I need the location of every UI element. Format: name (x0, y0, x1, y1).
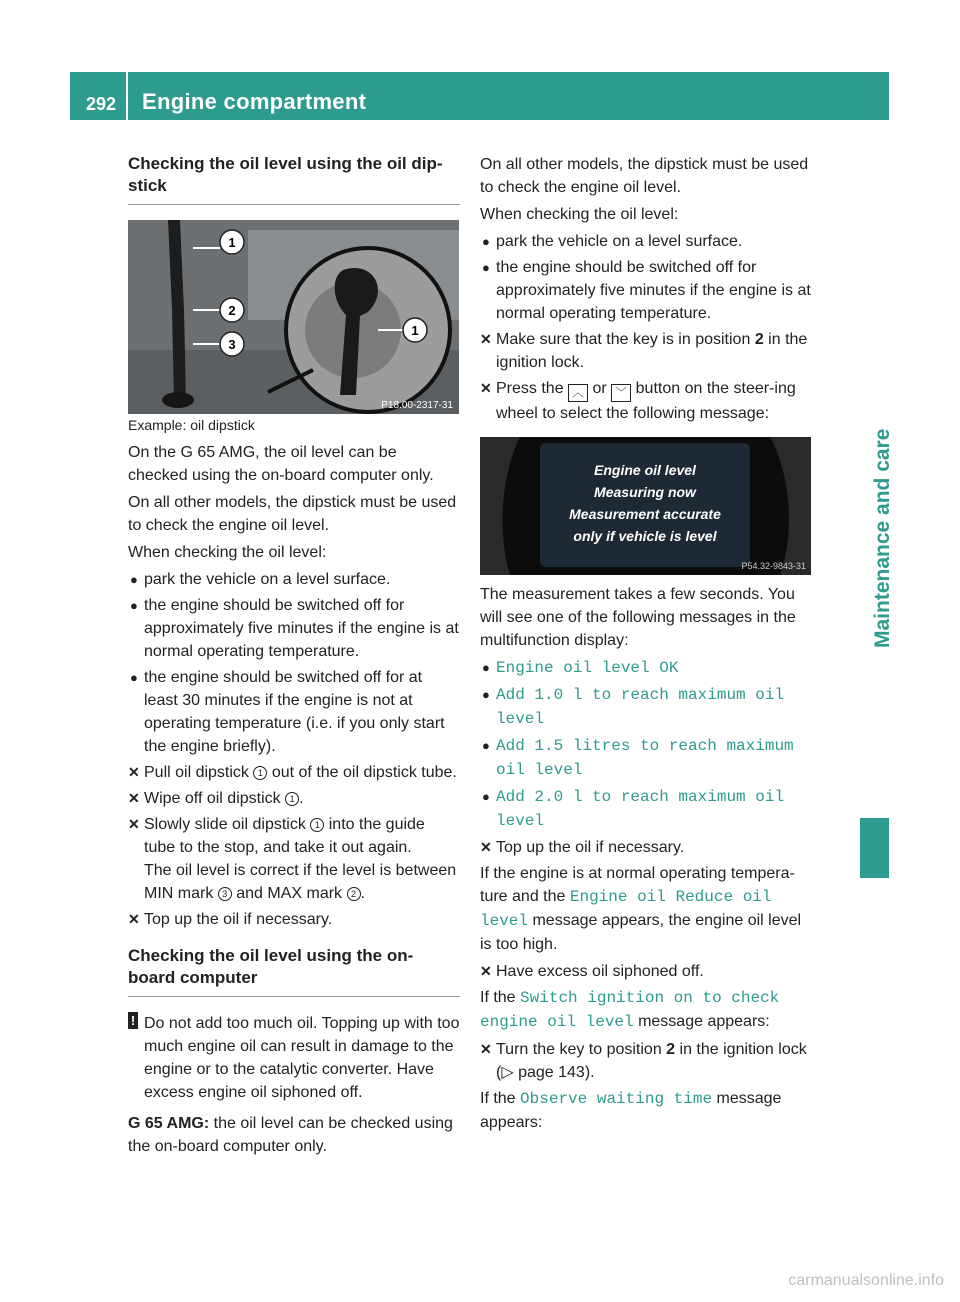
callout-1b-icon (403, 318, 427, 342)
scroll-down-key-icon: ﹀ (611, 384, 631, 402)
photo-caption: Example: oil dipstick (128, 417, 255, 433)
instruction-step: ✕ Pull oil dipstick 1 out of the oil dipstick tube. (128, 761, 460, 784)
display-illustration (480, 437, 811, 575)
site-watermark: carmanualsonline.info (788, 1272, 944, 1289)
section-side-marker (860, 818, 889, 878)
page-title: Engine compartment (142, 89, 367, 114)
step-arrow-icon: ✕ (128, 764, 140, 780)
message-item: ● Add 1.5 litres to reach maximum oil level (482, 737, 794, 779)
callout-1-icon: 1 (310, 818, 324, 832)
svg-text:Measuring now: Measuring now (594, 484, 696, 500)
bullet-item: ● park the vehicle on a level surface. (482, 233, 743, 250)
svg-text:1: 1 (228, 235, 236, 250)
bullet-item: ● the engine should be switched off for approximately five minutes if the engine is at normal operating temperature. (130, 597, 459, 660)
scroll-up-key-icon: ︿ (568, 384, 588, 402)
step-arrow-icon: ✕ (480, 331, 492, 347)
bullet-item: ● park the vehicle on a level surface. (130, 571, 391, 588)
left-column (128, 153, 460, 1162)
step-arrow-icon: ✕ (480, 839, 492, 855)
warning-icon: ! (128, 1012, 138, 1029)
message-item: ● Add 1.0 l to reach maximum oil level (482, 686, 785, 728)
step-arrow-icon: ✕ (128, 816, 140, 832)
photo-reference: P18.00-2317-31 (381, 400, 453, 411)
callout-1-icon: 1 (285, 792, 299, 806)
instruction-step: ✕ Turn the key to position 2 in the ignition lock (▷ page 143). (480, 1038, 814, 1084)
callout-2-icon (220, 298, 244, 322)
paragraph: The measurement takes a few seconds. You will see one of the following messages in the multifunction display: (480, 586, 796, 649)
svg-text:2: 2 (228, 303, 236, 318)
section-side-label: Maintenance and care (871, 428, 894, 648)
warning-note: ! Do not add too much oil. Topping up with too much engine oil can result in damage to the engine or to the catalytic converter. Have excess engine oil siphoned off. (128, 1012, 460, 1104)
svg-text:only if vehicle is level: only if vehicle is level (573, 528, 717, 544)
step-arrow-icon: ✕ (128, 911, 140, 927)
step-arrow-icon: ✕ (480, 963, 492, 979)
header-divider (126, 72, 128, 120)
step-arrow-icon: ✕ (128, 790, 140, 806)
paragraph: On all other models, the dipstick must be used to check the engine oil level. (128, 494, 457, 534)
display-reference: P54.32-9843-31 (741, 561, 806, 571)
callout-2-icon: 2 (347, 887, 361, 901)
svg-text:Engine oil level: Engine oil level (594, 462, 696, 478)
step-arrow-icon: ✕ (480, 380, 492, 396)
svg-text:Measurement accurate: Measurement accurate (569, 506, 721, 522)
section-heading-onboard: Checking the oil level using the on-board computer (128, 945, 460, 997)
oil-dipstick-photo (128, 220, 459, 414)
paragraph: On all other models, the dipstick must be used to check the engine oil level. (480, 156, 809, 196)
callout-3-icon (220, 332, 244, 356)
right-column (480, 153, 814, 1138)
instruction-step: ✕ Make sure that the key is in position 2 in the ignition lock. (480, 328, 814, 374)
instruction-step: ✕ Have excess oil siphoned off. (480, 960, 814, 983)
paragraph: If the Observe waiting time message appears: (480, 1090, 782, 1131)
bullet-item: ● the engine should be switched off for approximately five minutes if the engine is at normal operating temperature. (482, 259, 811, 322)
callout-1-icon: 1 (253, 766, 267, 780)
paragraph: G 65 AMG: the oil level can be checked using the on-board computer only. (128, 1115, 453, 1155)
message-item: ● Add 2.0 l to reach maximum oil level (482, 788, 785, 830)
step-arrow-icon: ✕ (480, 1041, 492, 1057)
instrument-display-photo (480, 437, 811, 575)
instruction-step: ✕ Wipe off oil dipstick 1 . (128, 787, 460, 810)
instruction-step: ✕ Top up the oil if necessary. (128, 908, 460, 931)
bullet-item: ● the engine should be switched off for at least 30 minutes if the engine is not at operating temperature (i.e. if you only start the engine briefly). (130, 669, 445, 755)
engine-illustration (128, 220, 459, 414)
page-reference-arrow-icon: ▷ (501, 1064, 514, 1081)
paragraph: When checking the oil level: (480, 206, 679, 223)
svg-text:1: 1 (411, 323, 419, 338)
paragraph: When checking the oil level: (128, 544, 327, 561)
svg-text:3: 3 (228, 337, 236, 352)
paragraph: If the engine is at normal operating tempera-ture and the Engine oil Reduce oil level message appears, the engine oil level is too high. (480, 865, 802, 953)
instruction-step: ✕ Press the ︿ or ﹀ button on the steer-ing wheel to select the following message: (480, 377, 814, 425)
callout-1-icon (220, 230, 244, 254)
message-item: ● Engine oil level OK (482, 659, 679, 677)
section-heading-dipstick: Checking the oil level using the oil dip-stick (128, 153, 460, 205)
paragraph: On the G 65 AMG, the oil level can be checked using the on-board computer only. (128, 444, 434, 484)
page-number: 292 (86, 94, 117, 114)
instruction-step: ✕ Top up the oil if necessary. (480, 836, 814, 859)
instruction-step: ✕ Slowly slide oil dipstick 1 into the guide tube to the stop, and take it out again. The oil level is correct if the level is between MIN mark 3 and MAX mark 2 . (128, 813, 460, 905)
callout-3-icon: 3 (218, 887, 232, 901)
paragraph: If the Switch ignition on to check engine oil level message appears: (480, 989, 780, 1031)
